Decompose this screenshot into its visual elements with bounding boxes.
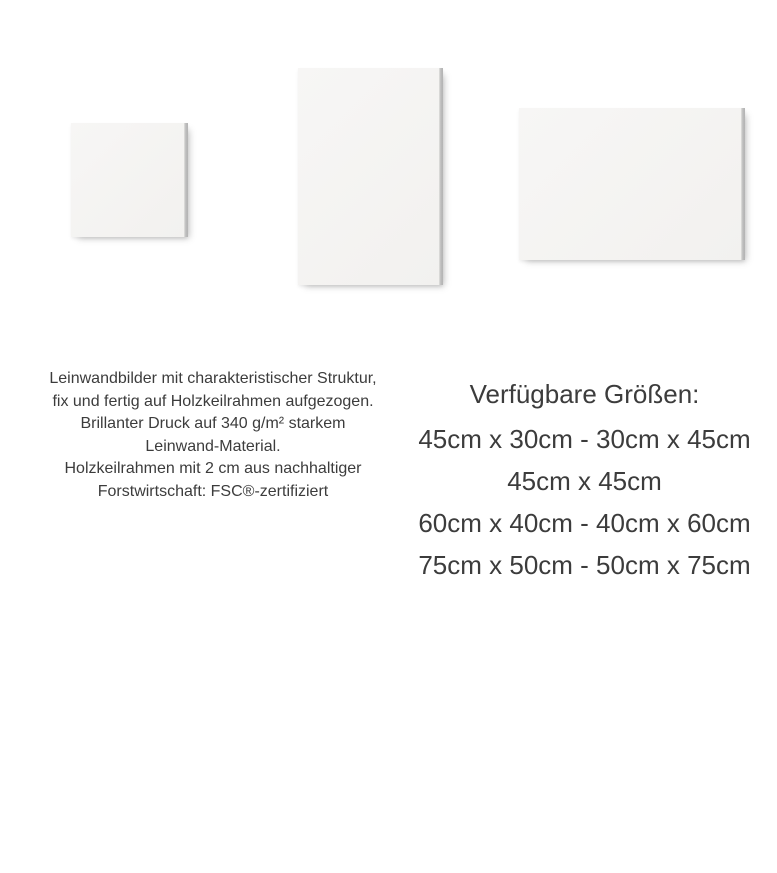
size-option: 45cm x 30cm - 30cm x 45cm bbox=[418, 424, 751, 454]
available-sizes-list bbox=[400, 418, 769, 586]
canvas-side-edge bbox=[741, 108, 745, 260]
size-option: 75cm x 50cm - 50cm x 75cm bbox=[418, 550, 751, 580]
size-option: 45cm x 45cm bbox=[507, 466, 662, 496]
landscape-canvas-mockup bbox=[519, 108, 745, 260]
canvas-side-edge bbox=[439, 68, 443, 285]
description-line: fix und fertig auf Holzkeilrahmen aufgezogen. bbox=[52, 392, 374, 410]
portrait-canvas-mockup bbox=[298, 68, 443, 285]
canvas-side-edge bbox=[184, 123, 188, 237]
product-description bbox=[21, 368, 405, 503]
size-option: 60cm x 40cm - 40cm x 60cm bbox=[418, 508, 751, 538]
description-line: Brillanter Druck auf 340 g/m² starkem bbox=[80, 415, 346, 432]
description-line: Leinwandbilder mit charakteristischer Struktur, bbox=[49, 370, 377, 387]
description-line: Forstwirtschaft: FSC®-zertifiziert bbox=[97, 482, 329, 500]
square-canvas-mockup bbox=[71, 123, 188, 237]
description-line: Holzkeilrahmen mit 2 cm aus nachhaltiger bbox=[64, 460, 362, 477]
description-line: Leinwand-Material. bbox=[145, 437, 281, 455]
available-sizes-title: Verfügbare Größen: bbox=[469, 379, 700, 409]
